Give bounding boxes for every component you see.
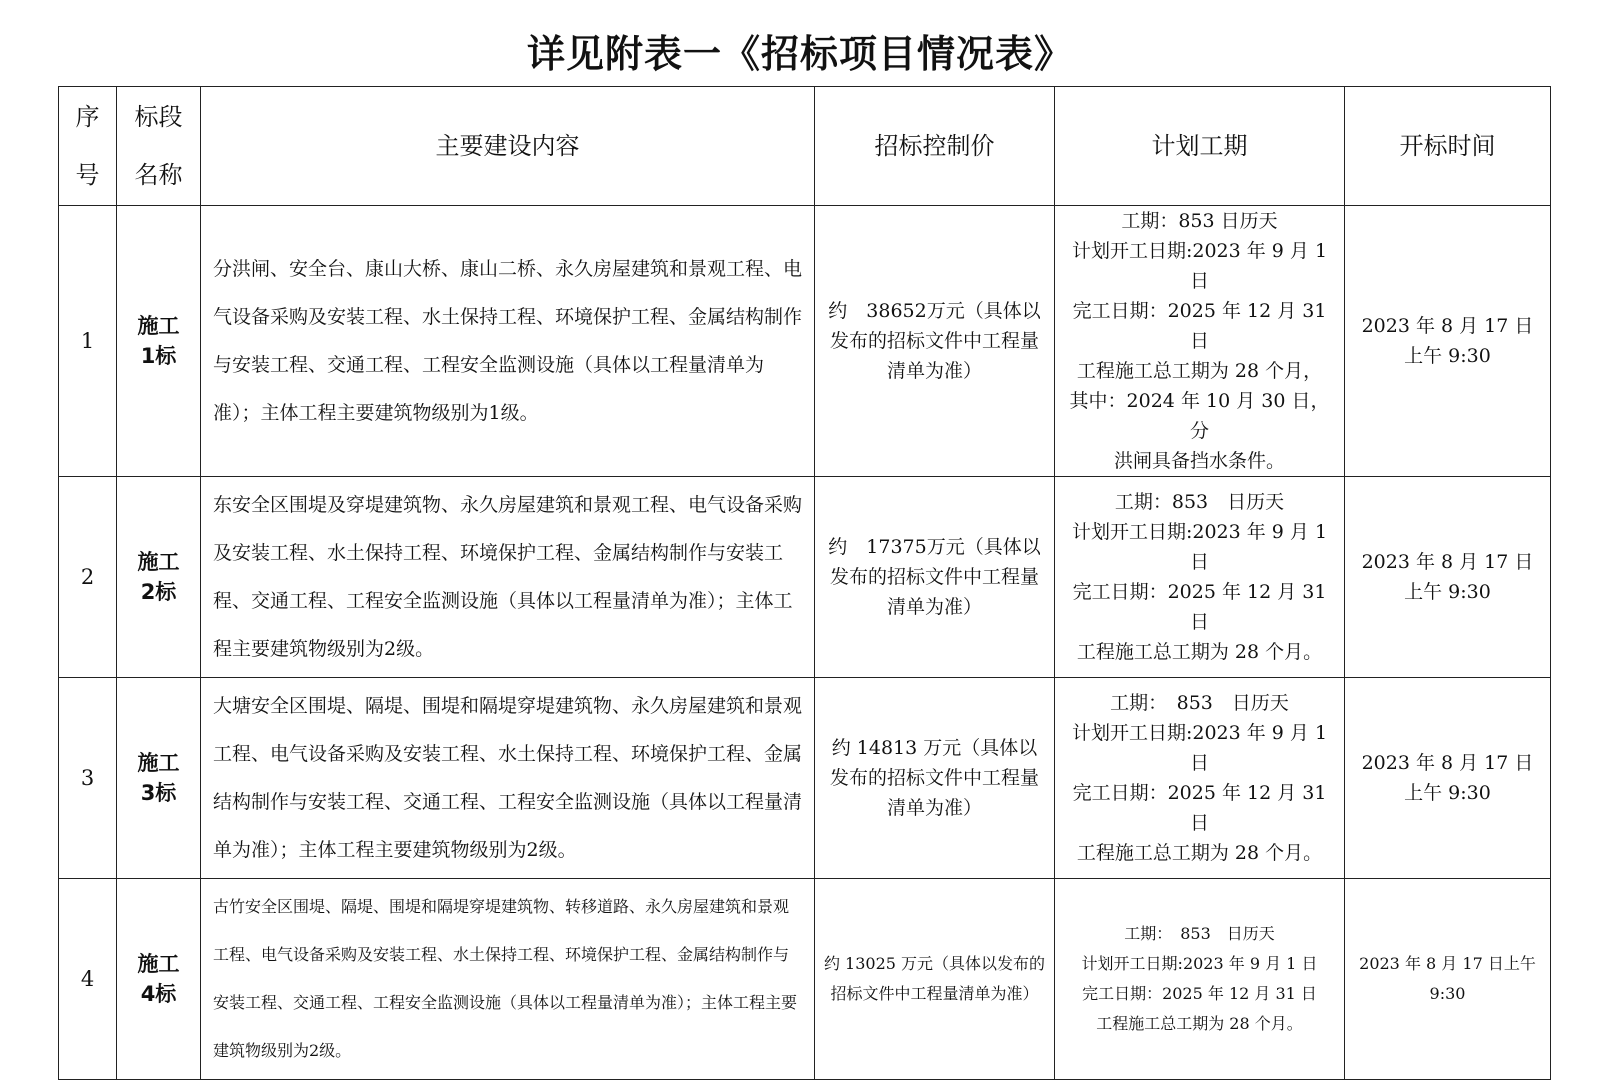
bid-table (58, 86, 1551, 1080)
row-open-time: 2023 年 8 月 17 日 上午 9:30 (1345, 206, 1551, 477)
row-seq: 1 (59, 206, 117, 477)
row-open-time: 2023 年 8 月 17 日 上午 9:30 (1345, 678, 1551, 879)
row-content: 分洪闸、安全台、康山大桥、康山二桥、永久房屋建筑和景观工程、电气设备采购及安装工程、水土保持工程、环境保护工程、金属结构制作与安装工程、交通工程、工程安全监测设施（具体以工程量清单为准）；主体工程主要建筑物级别为1级。 (201, 206, 815, 477)
row-price: 约 17375万元（具体以发布的招标文件中工程量清单为准） (815, 477, 1055, 678)
row-content: 古竹安全区围堤、隔堤、围堤和隔堤穿堤建筑物、转移道路、永久房屋建筑和景观工程、电气设备采购及安装工程、水土保持工程、环境保护工程、金属结构制作与安装工程、交通工程、工程安全监测设施（具体以工程量清单为准）；主体工程主要建筑物级别为2级。 (201, 879, 815, 1080)
row-section-name: 施工 4标 (117, 879, 201, 1080)
row-price: 约 13025 万元（具体以发布的招标文件中工程量清单为准） (815, 879, 1055, 1080)
header-content: 主要建设内容 (201, 87, 815, 206)
row-content: 东安全区围堤及穿堤建筑物、永久房屋建筑和景观工程、电气设备采购及安装工程、水土保持工程、环境保护工程、金属结构制作与安装工程、交通工程、工程安全监测设施（具体以工程量清单为准）；主体工程主要建筑物级别为2级。 (201, 477, 815, 678)
table-header-row (59, 87, 1551, 206)
row-period: 工期： 853 日历天 计划开工日期:2023 年 9 月 1 日 完工日期：2025 年 12 月 31 日 工程施工总工期为 28 个月。 (1055, 879, 1345, 1080)
row-seq: 3 (59, 678, 117, 879)
table-row (59, 477, 1551, 678)
row-period: 工期：853 日历天 计划开工日期:2023 年 9 月 1 日 完工日期：2025 年 12 月 31 日 工程施工总工期为 28 个月。 (1055, 477, 1345, 678)
row-open-time: 2023 年 8 月 17 日上午 9:30 (1345, 879, 1551, 1080)
header-section-name: 标段 名称 (117, 87, 201, 206)
table-row (59, 879, 1551, 1080)
row-content: 大塘安全区围堤、隔堤、围堤和隔堤穿堤建筑物、永久房屋建筑和景观工程、电气设备采购及安装工程、水土保持工程、环境保护工程、金属结构制作与安装工程、交通工程、工程安全监测设施（具体以工程量清单为准）；主体工程主要建筑物级别为2级。 (201, 678, 815, 879)
row-section-name: 施工 3标 (117, 678, 201, 879)
table-row (59, 206, 1551, 477)
row-price: 约 14813 万元（具体以发布的招标文件中工程量清单为准） (815, 678, 1055, 879)
row-price: 约 38652万元（具体以发布的招标文件中工程量清单为准） (815, 206, 1055, 477)
table-row (59, 678, 1551, 879)
row-seq: 4 (59, 879, 117, 1080)
header-period: 计划工期 (1055, 87, 1345, 206)
page-title: 详见附表一《招标项目情况表》 (526, 32, 1073, 76)
row-period: 工期： 853 日历天 计划开工日期:2023 年 9 月 1 日 完工日期：2025 年 12 月 31 日 工程施工总工期为 28 个月。 (1055, 678, 1345, 879)
header-seq: 序 号 (59, 87, 117, 206)
row-section-name: 施工 2标 (117, 477, 201, 678)
row-open-time: 2023 年 8 月 17 日 上午 9:30 (1345, 477, 1551, 678)
header-open-time: 开标时间 (1345, 87, 1551, 206)
header-price: 招标控制价 (815, 87, 1055, 206)
row-section-name: 施工 1标 (117, 206, 201, 477)
row-seq: 2 (59, 477, 117, 678)
row-period: 工期：853 日历天 计划开工日期:2023 年 9 月 1 日 完工日期：2025 年 12 月 31 日 工程施工总工期为 28 个月， 其中：2024 年 10 月 30 日，分 洪闸具备挡水条件。 (1055, 206, 1345, 477)
